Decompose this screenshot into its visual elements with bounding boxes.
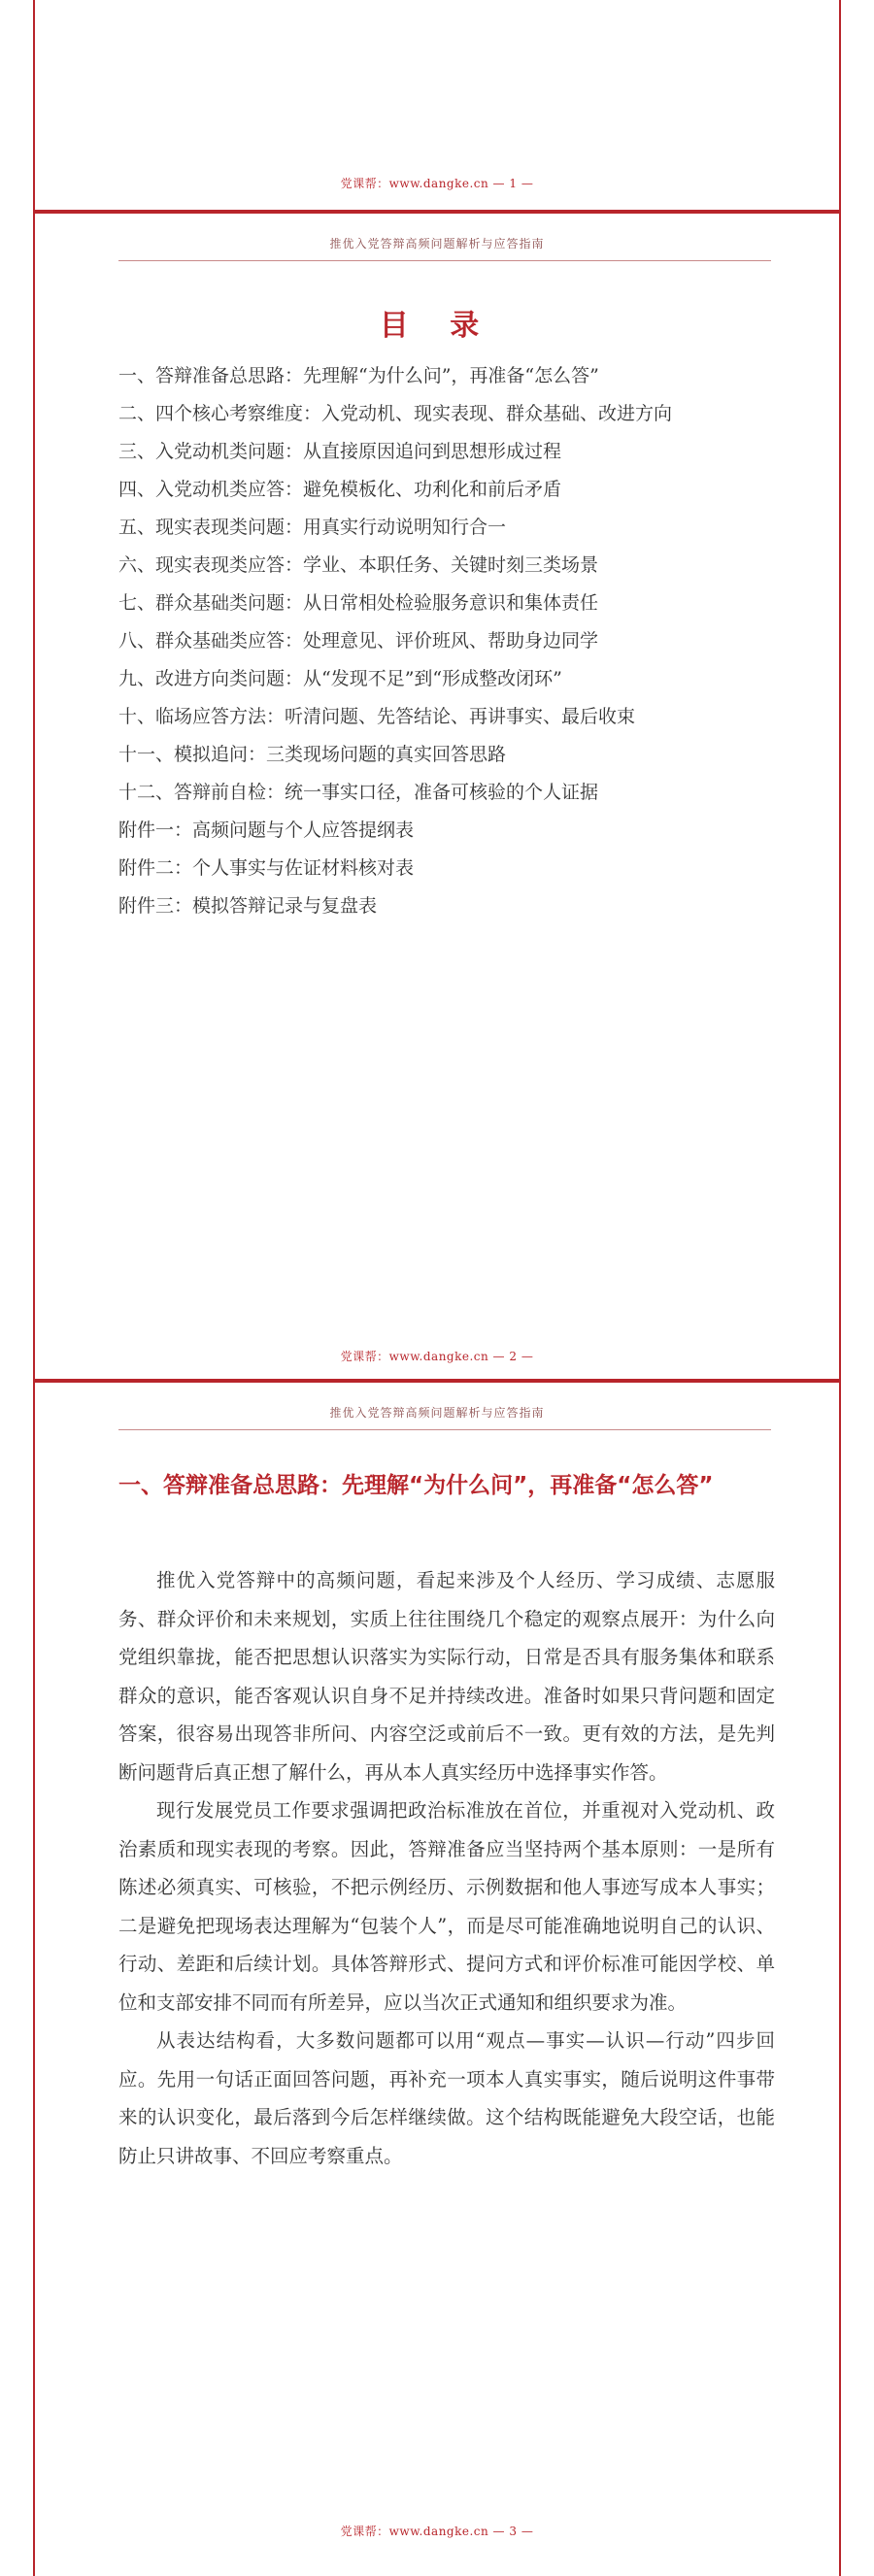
toc-item[interactable]: 二、四个核心考察维度：入党动机、现实表现、群众基础、改进方向 — [118, 403, 673, 424]
page-2-toc — [33, 212, 841, 1381]
body-paragraph: 推优入党答辩中的高频问题，看起来涉及个人经历、学习成绩、志愿服务、群众评价和未来规划，实质上往往围绕几个稳定的观察点展开：为什么向党组织靠拢，能否把思想认识落实为实际行动，日常是否具有服务集体和联系群众的意识，能否客观认识自身不足并持续改进。准备时如果只背问题和固定答案，很容易出现答非所问、内容空泛或前后不一致。更有效的方法，是先判断问题背后真正想了解什么，再从本人真实经历中选择事实作答。 — [118, 1569, 775, 1784]
page-footer: 党课帮：www.dangke.cn — 3 — — [340, 2525, 534, 2538]
toc-item[interactable]: 十一、模拟追问：三类现场问题的真实回答思路 — [118, 744, 507, 765]
toc-item[interactable]: 三、入党动机类问题：从直接原因追问到思想形成过程 — [118, 441, 562, 462]
body-paragraph: 从表达结构看，大多数问题都可以用“观点—事实—认识—行动”四步回应。先用一句话正面回答问题，再补充一项本人真实事实，随后说明这件事带来的认识变化，最后落到今后怎样继续做。这个结构既能避免大段空话，也能防止只讲故事、不回应考察重点。 — [118, 2029, 775, 2167]
page-footer: 党课帮：www.dangke.cn — 2 — — [340, 1350, 534, 1363]
toc-item[interactable]: 六、现实表现类应答：学业、本职任务、关键时刻三类场景 — [118, 554, 599, 576]
toc-item[interactable]: 八、群众基础类应答：处理意见、评价班风、帮助身边同学 — [118, 630, 599, 652]
body-paragraph: 现行发展党员工作要求强调把政治标准放在首位，并重视对入党动机、政治素质和现实表现的考察。因此，答辩准备应当坚持两个基本原则：一是所有陈述必须真实、可核验，不把示例经历、示例数据和他人事迹写成本人事实；二是避免把现场表达理解为“包装个人”，而是尽可能准确地说明自己的认识、行动、差距和后续计划。具体答辩形式、提问方式和评价标准可能因学校、单位和支部安排不同而有所差异，应以当次正式通知和组织要求为准。 — [118, 1799, 775, 2014]
toc-title: 目 录 — [379, 309, 495, 343]
section-body — [118, 1561, 775, 2175]
toc-list — [118, 357, 672, 925]
toc-item[interactable]: 四、入党动机类应答：避免模板化、功利化和前后矛盾 — [118, 479, 562, 500]
page-3-section-1 — [33, 1381, 841, 2576]
page-1 — [33, 0, 841, 212]
header-rule — [118, 1429, 771, 1430]
toc-item[interactable]: 附件二：个人事实与佐证材料核对表 — [118, 857, 415, 879]
header-rule — [118, 260, 771, 261]
toc-item[interactable]: 七、群众基础类问题：从日常相处检验服务意识和集体责任 — [118, 592, 599, 614]
toc-item[interactable]: 十、临场应答方法：听清问题、先答结论、再讲事实、最后收束 — [118, 706, 636, 727]
toc-item[interactable]: 十二、答辩前自检：统一事实口径，准备可核验的个人证据 — [118, 782, 599, 803]
running-head: 推优入党答辩高频问题解析与应答指南 — [329, 1406, 545, 1420]
toc-item[interactable]: 附件一：高频问题与个人应答提纲表 — [118, 820, 415, 841]
toc-item[interactable]: 一、答辩准备总思路：先理解“为什么问”，再准备“怎么答” — [118, 365, 599, 386]
section-title: 一、答辩准备总思路：先理解“为什么问”，再准备“怎么答” — [118, 1473, 714, 1498]
toc-item[interactable]: 九、改进方向类问题：从“发现不足”到“形成整改闭环” — [118, 668, 562, 689]
page-footer: 党课帮：www.dangke.cn — 1 — — [340, 177, 534, 190]
toc-item[interactable]: 附件三：模拟答辩记录与复盘表 — [118, 895, 378, 917]
toc-item[interactable]: 五、现实表现类问题：用真实行动说明知行合一 — [118, 517, 507, 538]
running-head: 推优入党答辩高频问题解析与应答指南 — [329, 237, 545, 251]
